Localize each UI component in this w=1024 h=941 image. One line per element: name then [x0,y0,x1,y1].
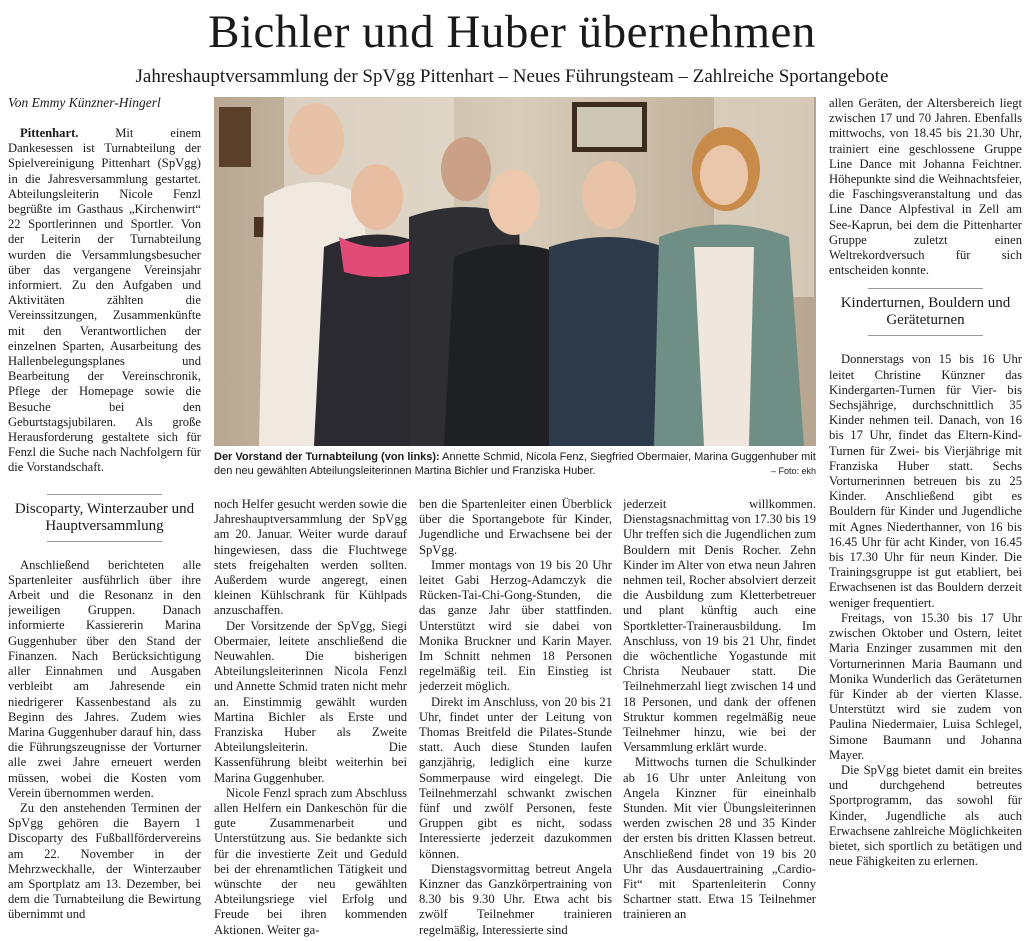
lead-paragraph [8,126,201,476]
caption-text: Annette Schmid, Nicola Fenz, Siegfried Obermaier, Marina Guggenhuber mit den neu gewählten Abteilungsleiterinnen Martina Bichler und Franziska Huber. [214,451,816,477]
paragraph: Freitags, von 15.30 bis 17 Uhr zwischen Oktober und Ostern, leitet Maria Enzinger zusammen mit den Vorturnerinnen Maria Baumann und Monika Wunderlich das Geräteturnen für Kinder ab der vierten Klasse. Unterstützt wird sie zudem von Paulina Niedermaier, Luisa Schlegel, Simone Baumann und Johanna Mayer. [829,610,1022,762]
section-heading: Kinderturnen, Bouldern und Geräteturnen [840,295,1011,329]
paragraph: Direkt im Anschluss, von 20 bis 21 Uhr, findet unter der Leitung von Thomas Breitfeld die Pilates-Stunde statt. Auch diese Stunden laufen ganzjährig, lediglich eine kurze Sommerpause wird eingelegt. Die Teilnehmerzahl schwankt zwischen fünf und zwölf Personen, feste Gruppen gibt es nicht, sodass Interessierte jederzeit dazukommen können. [419,694,612,861]
dateline: Pittenhart. [20,126,79,140]
paragraph: Anschließend berichteten alle Spartenleiter ausführlich über ihre Arbeit und die Resonanz in den jeweiligen Gruppen. Danach informierte Kassiererin Marina Guggenhuber über den Stand der Finanzen. Nach Berücksichtigung aller Einnahmen und Ausgaben verbleibt am Jahresende ein niedrigerer Kassenbestand als zu Beginn des Jahres. Zudem wies Marina Guggenhuber darauf hin, dass die Führungszeugnisse der Vorturner alle zwei Jahre erneuert werden müssen, wobei die Kosten vom Verein übernommen werden. [8,557,201,800]
photo-credit: – Foto: ekh [770,466,816,476]
subheadline: Jahreshauptversammlung der SpVgg Pittenhart – Neues Führungsteam – Zahlreiche Sportangebote [135,66,889,87]
column-1 [8,126,201,941]
lead-text: Mit einem Dankesessen ist Turnabteilung der Spielvereinigung Pittenhart (SpVgg) in die Jahresversammlung gestartet. Abteilungsleiterin Nicole Fenzl begrüßte im Gasthaus „Kirchenwirt“ 22 Sportlerinnen und Sportler. Von der Leiterin der Turnabteilung wurden die Versammlungsbesucher über das vergangene Vereinsjahr informiert. Zu den Aufgaben und Aktivitäten zählten die Vereinssitzungen, Zusammenkünfte mit den Verantwortlichen der einzelnen Sparten, Ausarbeitung des Hallenbelegungsplanes und Bearbeitung der Vereinschronik, Pflege der Homepage sowie die Besuche bei den Geburtstagsjubilaren. Als große Herausforderung gestaltete sich für Fenzl die Suche nach Nachfolgern für die Vorstandschaft. [8,126,201,475]
caption-lead: Der Vorstand der Turnabteilung (von links): [214,451,440,463]
section-divider [47,541,163,542]
paragraph: Dienstagsvormittag betreut Angela Kinzner das Ganzkörpertraining von 8.30 bis 9.30 Uhr. Etwa acht bis zwölf Teilnehmer trainieren regelmäßig, Interessierte sind [419,861,612,937]
column-5 [829,96,1022,941]
group-photo [214,97,816,446]
paragraph: noch Helfer gesucht werden sowie die Jahreshauptversammlung der SpVgg am 20. Januar. Weiter wurde darauf hingewiesen, dass die Fluchtwege stets freigehalten werden sollten. Außerdem wurde angeregt, einen kleinen Kühlschrank für Kühlpads anzuschaffen. [214,497,407,618]
section-heading: Discoparty, Winterzauber und Hauptversammlung [14,500,195,534]
headline: Bichler und Huber übernehmen [208,6,816,58]
paragraph: Nicole Fenzl sprach zum Abschluss allen Helfern ein Dankeschön für die gute Zusammenarbeit und Unterstützung aus. Sie bedankte sich für die investierte Zeit und Geduld bei der ehrenamtlichen Tätigkeit und wünschte der neu gewählten Abteilungsriege viel Erfolg und Freude bei ihren kommenden Aktionen. Weiter ga- [214,785,407,937]
column-2 [214,497,407,941]
paragraph: Mittwochs turnen die Schulkinder ab 16 Uhr unter Anleitung von Angela Kinzner für eineinhalb Stunden. Mit vier Übungsleiterinnen werden zwischen 28 und 35 Kinder der ersten bis dritten Klassen betreut. Anschließend findet von 19 bis 20 Uhr das Ausdauertraining „Cardio-Fit“ mit Spartenleiterin Conny Schartner statt. Etwa 15 Teilnehmer trainieren an [623,755,816,922]
paragraph: allen Geräten, der Altersbereich liegt zwischen 17 und 70 Jahren. Ebenfalls mittwochs, von 18.45 bis 21.30 Uhr, trainiert eine geschlossene Gruppe Line Dance mit Johanna Feichtner. Höhepunkte sind die Weihnachtsfeier, die Faschingsveranstaltung und das Line Dance Alpfestival in Zell am See-Kaprun, bei dem die Pittenharter Gruppe zuletzt einen Weltrekordversuch für sich entscheiden konnte. [829,96,1022,278]
paragraph: Zu den anstehenden Terminen der SpVgg gehören die Bayern 1 Discoparty des Fußballfördervereins am 22. November in der Mehrzweckhalle, der Winterzauber am Sportplatz am 13. Dezember, bei dem die Turnabteilung die Bewirtung übernimmt und [8,800,201,922]
photo-caption [214,450,816,478]
section-divider [868,288,984,289]
section-divider [868,335,984,336]
paragraph: Der Vorsitzende der SpVgg, Siegi Obermaier, leitete anschließend die Neuwahlen. Die bisherigen Abteilungsleiterinnen Nicola Fenzl und Annette Schmid traten nicht mehr an. Einstimmig gewählt wurden Martina Bichler als Erste und Franziska Huber als Zweite Abteilungsleiterin. Die Kassenführung bleibt weiterhin bei Marina Guggenhuber. [214,618,407,785]
column-4 [623,497,816,941]
paragraph: ben die Spartenleiter einen Überblick über die Sportangebote für Kinder, Jugendliche und Erwachsene bei der SpVgg. [419,497,612,557]
paragraph: Immer montags von 19 bis 20 Uhr leitet Gabi Herzog-Adamczyk die Rücken-Tai-Chi-Gong-Stunden, die das ganze Jahr über stattfinden. Unterstützt wird sie dabei von Monika Bruckner und Karin Mayer. Im Schnitt nehmen 18 Personen regelmäßig teil. Ein Einstieg ist jederzeit möglich. [419,557,612,694]
group-photo-image [214,97,816,446]
section-divider [47,494,163,495]
paragraph: jederzeit willkommen. Dienstagsnachmittag von 17.30 bis 19 Uhr treffen sich die Jugendlichen zum Bouldern mit Denis Rocher. Zehn Kinder im Alter von etwa neun Jahren nehmen teil, Rocher absolviert derzeit die Ausbildung zum Kletterbetreuer und plant künftig auch eine Sportkletter-Trainerausbildung. Im Anschluss, von 19 bis 21 Uhr, findet die wöchentliche Yogastunde mit Christa Neubauer statt. Die Teilnehmerzahl liegt zwischen 14 und 18 Personen, und dank der offenen Struktur kommen regelmäßig neue Teilnehmer hinzu, wie bei der Versammlung erklärt wurde. [623,497,816,755]
column-3 [419,497,612,941]
byline: Von Emmy Künzner-Hingerl [8,95,161,110]
paragraph: Die SpVgg bietet damit ein breites und durchgehend betreutes Sportprogramm, das sowohl für Kinder, Jugendliche als auch Erwachsene zahlreiche Möglichkeiten bietet, sich sportlich zu betätigen und neue Fähigkeiten zu erlernen. [829,762,1022,869]
paragraph: Donnerstags von 15 bis 16 Uhr leitet Christine Künzner das Kindergarten-Turnen für Vier- bis Sechsjährige, durchschnittlich 35 Kinder nehmen teil. Danach, von 16 bis 17 Uhr, findet das Eltern-Kind-Turnen für Zwei- bis Vierjährige mit Franziska Huber statt. Sechs Vorturnerinnen betreuen bis zu 25 Kinder. Anschließend gibt es Bouldern für Kinder und Jugendliche mit Agnes Niederthanner, von 16 bis 16.45 Uhr für acht Kinder, von 16.45 bis 17.30 Uhr für neun Kinder. Die Trainingsgruppe ist gut etabliert, bei Erwachsenen ist das Bouldern derzeit weniger frequentiert. [829,352,1022,610]
